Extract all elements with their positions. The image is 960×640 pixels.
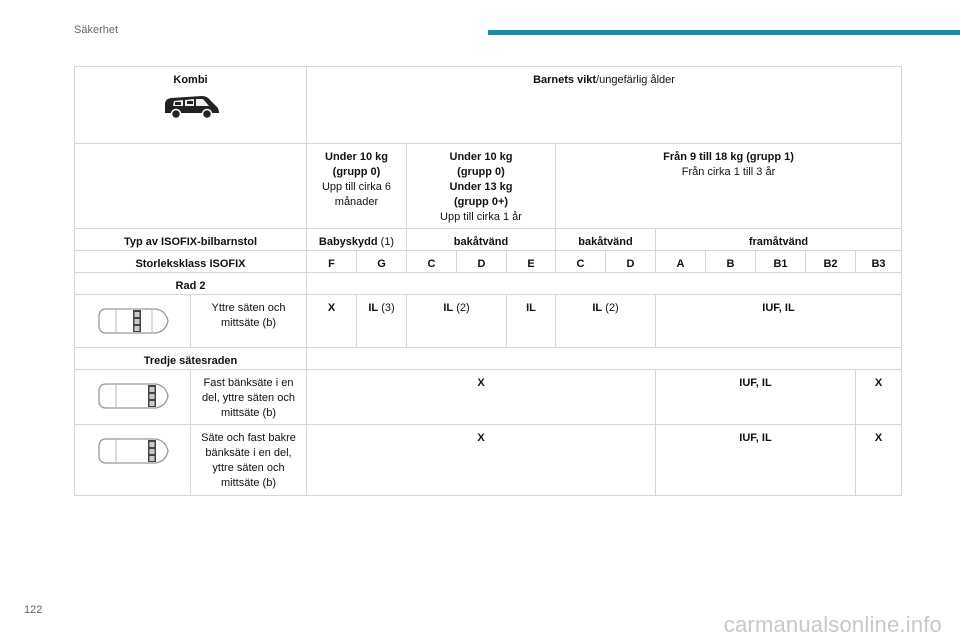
row3a-value: X: [856, 370, 902, 425]
group0plus-group1: (grupp 0): [457, 166, 505, 178]
row2-value-code: IL: [592, 302, 603, 314]
size-class: B3: [856, 251, 902, 273]
vehicle-cell: [75, 67, 307, 144]
row3b-value: IUF, IL: [656, 425, 856, 496]
header-accent-bar: [488, 30, 960, 35]
watermark: carmanualsonline.info: [723, 612, 942, 637]
row2-value-code: IL: [443, 302, 454, 314]
group0-cell: [307, 144, 407, 229]
size-class: D: [457, 251, 507, 273]
size-class: B: [706, 251, 756, 273]
row2-value: [357, 295, 407, 348]
row2-value: X: [307, 295, 357, 348]
type-framatvand: framåtvänd: [656, 229, 902, 251]
group0-group: (grupp 0): [332, 166, 381, 178]
seat-diagram-icon: [96, 378, 170, 414]
row2-value-note: (2): [602, 302, 619, 314]
size-class: B1: [756, 251, 806, 273]
group1-cell: [556, 144, 902, 229]
row3a-seat-label: Fast bänksäte i en del, yttre säten och mittsäte (b): [191, 370, 307, 425]
size-class: C: [407, 251, 457, 273]
section-title: Säkerhet: [74, 24, 119, 36]
seat-diagram-icon: [96, 433, 170, 469]
row3a-value: IUF, IL: [656, 370, 856, 425]
size-class: C: [556, 251, 606, 273]
row2-value: IUF, IL: [656, 295, 902, 348]
row3b-value: X: [856, 425, 902, 496]
size-class: E: [507, 251, 556, 273]
group0-weight: Under 10 kg: [325, 151, 388, 163]
row2-heading: Rad 2: [75, 273, 307, 295]
group0plus-cell: [407, 144, 556, 229]
empty-cell: [307, 348, 902, 370]
row2-value-note: (2): [453, 302, 470, 314]
group0plus-weight2: Under 13 kg: [449, 181, 513, 193]
babyskydd-label: Babyskydd: [318, 236, 378, 248]
type-row-label: Typ av ISOFIX-bilbarnstol: [75, 229, 307, 251]
size-class: F: [307, 251, 357, 273]
row2-value-code: IL: [368, 302, 379, 314]
empty-cell: [75, 144, 307, 229]
row3a-seat-diagram: [75, 370, 191, 425]
van-icon: [162, 94, 220, 120]
group0plus-group2: (grupp 0+): [453, 196, 509, 208]
row3b-value: X: [307, 425, 656, 496]
row2-value: IL: [507, 295, 556, 348]
row3b-seat-label: Säte och fast bakre bänksäte i en del, yttre säten och mittsäte (b): [191, 425, 307, 496]
group0-age: Upp till cirka 6 månader: [321, 181, 392, 208]
type-babyskydd: [307, 229, 407, 251]
group0plus-weight1: Under 10 kg: [449, 151, 513, 163]
row3-heading: Tredje sätesraden: [75, 348, 307, 370]
size-class: G: [357, 251, 407, 273]
row2-value: [556, 295, 656, 348]
type-bakatvand-1: bakåtvänd: [407, 229, 556, 251]
vehicle-label: Kombi: [173, 74, 208, 86]
isofix-table: [74, 66, 902, 496]
row3a-value: X: [307, 370, 656, 425]
size-row-label: Storleksklass ISOFIX: [75, 251, 307, 273]
row2-value: [407, 295, 507, 348]
group0plus-age: Upp till cirka 1 år: [440, 211, 522, 223]
row3b-seat-diagram: [75, 425, 191, 496]
row2-seat-diagram: [75, 295, 191, 348]
size-class: D: [606, 251, 656, 273]
weight-title-cell: [307, 67, 902, 144]
size-class: A: [656, 251, 706, 273]
weight-title-rest: /ungefärlig ålder: [596, 74, 675, 86]
seat-diagram-icon: [96, 303, 170, 339]
weight-title: Barnets vikt: [533, 74, 597, 86]
babyskydd-note: (1): [377, 236, 395, 248]
group1-age: Från cirka 1 till 3 år: [681, 166, 776, 178]
row2-value-note: (3): [378, 302, 395, 314]
empty-cell: [307, 273, 902, 295]
size-class: B2: [806, 251, 856, 273]
page-number: 122: [24, 604, 43, 616]
type-bakatvand-2: bakåtvänd: [556, 229, 656, 251]
row2-seat-label: Yttre säten och mittsäte (b): [191, 295, 307, 348]
group1-weight: Från 9 till 18 kg (grupp 1): [663, 151, 794, 163]
